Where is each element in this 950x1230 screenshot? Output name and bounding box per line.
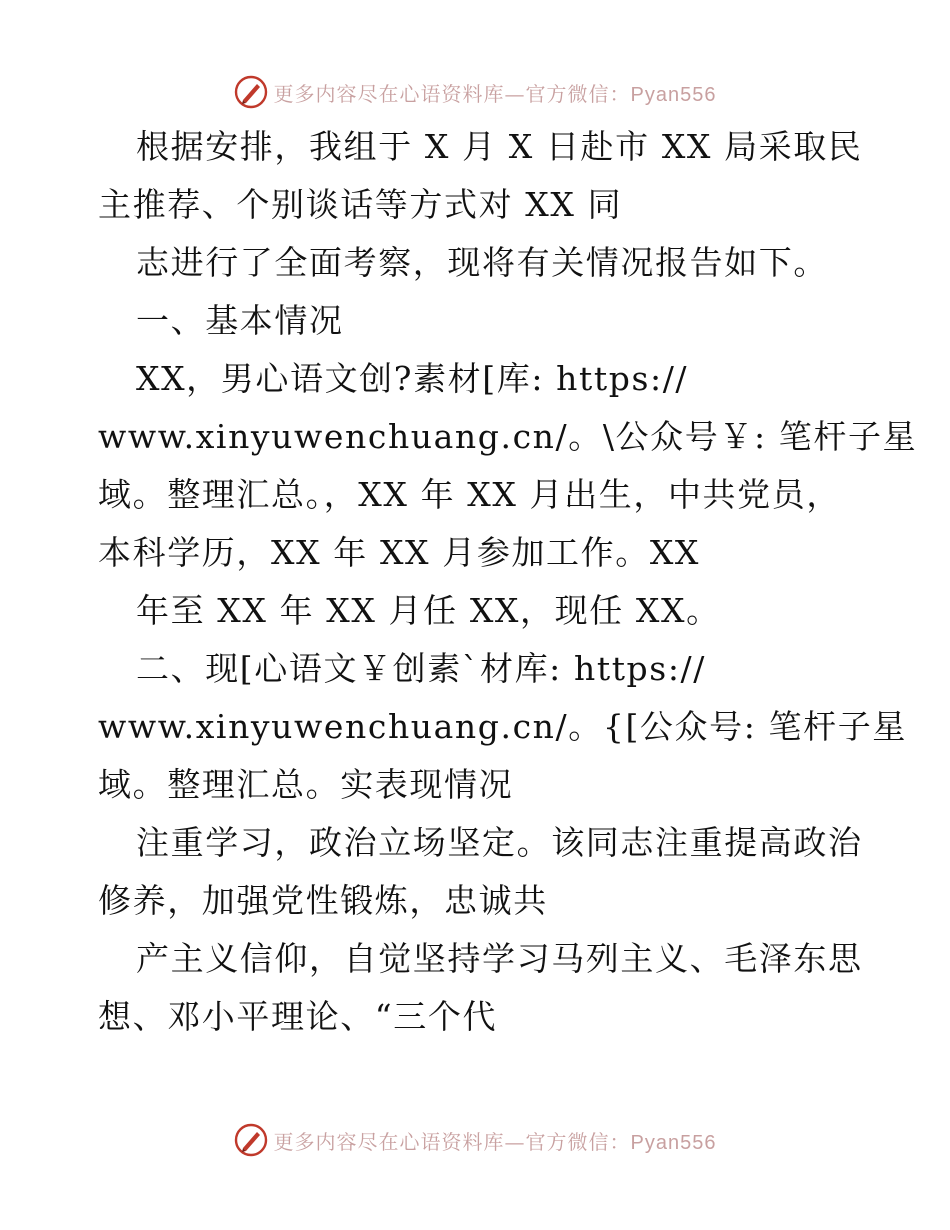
text-line: 二、现[心语文￥创素`材库: https://: [136, 649, 706, 688]
text-line: 年至 XX 年 XX 月任 XX，现任 XX。: [136, 591, 721, 630]
header-watermark: [0, 70, 950, 114]
text-line: www.xinyuwenchuang.cn/。\公众号￥: 笔杆子星: [98, 417, 918, 456]
footer-watermark: [0, 1118, 950, 1162]
text-line: 根据安排，我组于 X 月 X 日赴市 XX 局采取民: [136, 127, 863, 166]
document-body: [98, 118, 918, 1046]
text-line: 本科学历，XX 年 XX 月参加工作。XX: [98, 533, 701, 572]
watermark-text: 更多内容尽在心语资料库—官方微信：Pyan556: [273, 1129, 717, 1154]
pen-logo-icon: [234, 1123, 268, 1157]
watermark-text: 更多内容尽在心语资料库—官方微信：Pyan556: [273, 81, 717, 106]
text-line: 修养，加强党性锻炼，忠诚共: [98, 881, 548, 920]
text-line: 主推荐、个别谈话等方式对 XX 同: [98, 185, 623, 224]
text-line: 一、基本情况: [136, 301, 344, 340]
text-line: 域。整理汇总。实表现情况: [98, 765, 514, 804]
text-line: www.xinyuwenchuang.cn/。{[公众号: 笔杆子星: [98, 707, 907, 746]
text-line: XX，男心语文创?素材[库: https://: [136, 359, 689, 398]
text-line: 域。整理汇总。，XX 年 XX 月出生，中共党员，: [98, 475, 841, 514]
text-line: 志进行了全面考察，现将有关情况报告如下。: [136, 243, 828, 282]
text-line: 注重学习，政治立场坚定。该同志注重提高政治: [136, 823, 863, 862]
pen-logo-icon: [234, 75, 268, 109]
text-line: 想、邓小平理论、“三个代: [98, 997, 498, 1036]
text-line: 产主义信仰，自觉坚持学习马列主义、毛泽东思: [136, 939, 863, 978]
